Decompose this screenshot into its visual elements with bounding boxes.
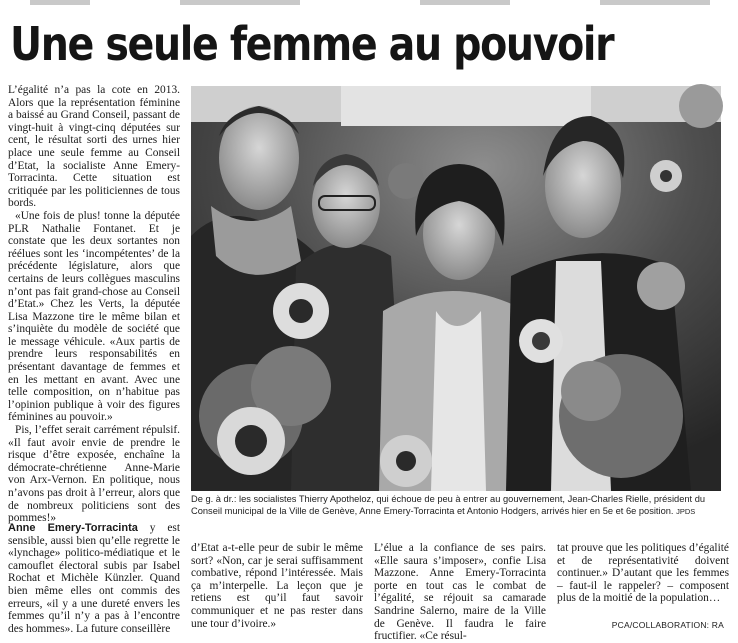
article-column-3 [374, 542, 546, 643]
paragraph: tat prouve que les politiques d’égalité et de représentativité doivent continuer.» D’autant que les femmes – faut-il le rappeler? – composent plus de la moitié de la population… [557, 542, 729, 605]
paragraph: Pis, l’effet serait carrément répulsif. «Il faut avoir envie de prendre le risque d’être exposée, enchaîne la démocrate-chrétienne Anne-Marie von Arx-Vernon. En politique, nous n’avons pas droit à l’erreur, alors que de nombreux politiciens sont des pommes!» [8, 424, 180, 525]
paragraph: d’Etat a-t-elle peur de subir le même sort? «Non, car je serai suffisamment combative, répond l’intéressée. Mais ça m’interpelle. La leçon que je retiens est qu’il faut savoir communiquer et ne pas rester dans une tour d’ivoire.» [191, 542, 363, 630]
photo-caption [191, 493, 721, 527]
article-column-left-bottom [8, 522, 180, 636]
photo-credit: JPDS [676, 507, 696, 516]
article-column-left [8, 84, 180, 526]
caption-text: De g. à dr.: les socialistes Thierry Apotheloz, qui échoue de peu à entrer au gouvernement, Jean-Charles Rielle, président du Conseil municipal de la Ville de Genève, Anne Emery-Torracinta et Antonio Hodgers, arrivés hier en 5e et 6e position. [191, 494, 706, 516]
paragraph [8, 522, 180, 635]
footer-credit: PCA/COLLABORATION: RA [611, 620, 724, 630]
top-rule [0, 0, 738, 10]
news-photo [191, 86, 721, 491]
paragraph: L’élue a la confiance de ses pairs. «Elle saura s’imposer», confie Lisa Mazzone. Anne Emery-Torracinta porte en tout cas le combat de l’égalité, se réjouit sa camarade Sandrine Salerno, maire de la Ville de Genève. Il faudra le faire fructifier. «Ce résul- [374, 542, 546, 643]
paragraph-text: y est sensible, aussi bien qu’elle regrette le «lynchage» politico-médiatique et le camouflet électoral subis par Isabel Rochat et Michèle Künzler. Quand bien même elles ont commis des erreurs, «il y a une dureté envers les femmes qu’il n’y a pas à l’encontre des hommes». La future conseillère [8, 522, 180, 635]
article-column-2 [191, 542, 363, 636]
lead-name: Anne Emery-Torracinta [8, 522, 138, 534]
paragraph: L’égalité n’a pas la cote en 2013. Alors que la représentation féminine a baissé au Grand Conseil, passant de vingt-huit à vingt-cinq députées sur cent, le résultat sorti des urnes hier place une seule femme au Conseil d’Etat, la socialiste Anne Emery-Torracinta. Cette situation est critiquée par les politiciennes de tous bords. [8, 84, 180, 210]
headline: Une seule femme au pouvoir [10, 17, 614, 71]
paragraph: «Une fois de plus! tonne la députée PLR Nathalie Fontanet. Et je constate que les deux sortantes non réélues sont les ‘incompétentes’ de la précédente législature, alors que certains de leurs collègues masculins n’ont pas fait grand-chose au Conseil d’Etat.» Chez les Verts, la députée Lisa Mazzone tire le même bilan et s’inquiète du modèle de société que le message véhicule. «Aux partis de prendre leurs responsabilités en présentant davantage de femmes et en les mettant en avant. Avec une telle composition, on n’habitue pas l’opinion publique à voir des figures féminines au pouvoir.» [8, 209, 180, 424]
